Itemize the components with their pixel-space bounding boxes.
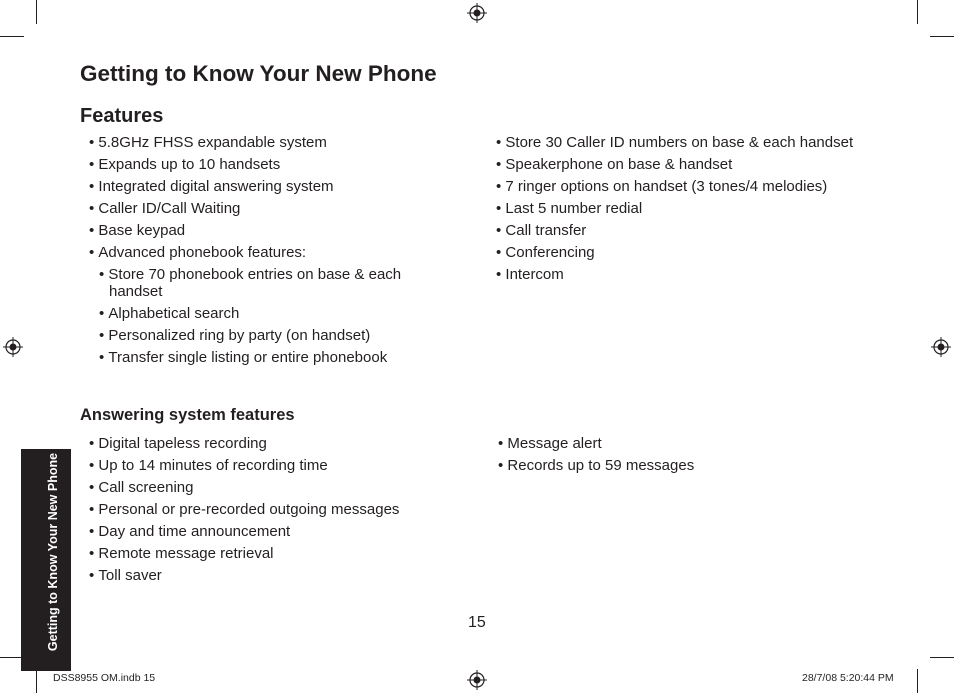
side-tab-label: Getting to Know Your New Phone <box>46 452 60 652</box>
answering-heading: Answering system features <box>80 406 295 424</box>
list-item: • Alphabetical search <box>99 305 419 322</box>
phonebook-sub-list <box>89 266 419 371</box>
list-item: • Transfer single listing or entire phonebook <box>99 349 419 366</box>
features-left-list <box>89 132 334 264</box>
crop-mark <box>917 669 918 693</box>
list-item: • Message alert <box>498 433 694 455</box>
list-item: • Remote message retrieval <box>89 543 399 565</box>
answering-left-list <box>89 433 399 587</box>
registration-mark-icon <box>3 337 23 357</box>
list-item: • Conferencing <box>496 242 853 264</box>
list-item: • Last 5 number redial <box>496 198 853 220</box>
list-item: • Store 70 phonebook entries on base & each handset <box>99 266 419 300</box>
crop-mark <box>0 36 24 37</box>
list-item: • Toll saver <box>89 565 399 587</box>
answering-right-list <box>498 433 694 477</box>
list-item: • Speakerphone on base & handset <box>496 154 853 176</box>
list-item: • 5.8GHz FHSS expandable system <box>89 132 334 154</box>
list-item: • Personal or pre-recorded outgoing messages <box>89 499 399 521</box>
list-item: • Up to 14 minutes of recording time <box>89 455 399 477</box>
registration-mark-icon <box>467 670 487 690</box>
crop-mark <box>36 669 37 693</box>
features-heading: Features <box>80 105 164 127</box>
list-item: • Base keypad <box>89 220 334 242</box>
list-item: • Expands up to 10 handsets <box>89 154 334 176</box>
list-item: • Records up to 59 messages <box>498 455 694 477</box>
crop-mark <box>917 0 918 24</box>
list-item: • Call screening <box>89 477 399 499</box>
features-right-list <box>496 132 853 286</box>
crop-mark <box>930 657 954 658</box>
footer-file-info: DSS8955 OM.indb 15 <box>53 672 156 684</box>
list-item: • Caller ID/Call Waiting <box>89 198 334 220</box>
list-item: • Digital tapeless recording <box>89 433 399 455</box>
registration-mark-icon <box>467 3 487 23</box>
footer-timestamp: 28/7/08 5:20:44 PM <box>802 672 894 684</box>
registration-mark-icon <box>931 337 951 357</box>
list-item: • Store 30 Caller ID numbers on base & each handset <box>496 132 853 154</box>
list-item: • Integrated digital answering system <box>89 176 334 198</box>
list-item: • Personalized ring by party (on handset) <box>99 327 419 344</box>
list-item: • Advanced phonebook features: <box>89 242 334 264</box>
list-item: • Call transfer <box>496 220 853 242</box>
list-item: • Day and time announcement <box>89 521 399 543</box>
list-item: • Intercom <box>496 264 853 286</box>
crop-mark <box>36 0 37 24</box>
page-number: 15 <box>468 614 486 631</box>
crop-mark <box>930 36 954 37</box>
page-title: Getting to Know Your New Phone <box>80 61 437 86</box>
list-item: • 7 ringer options on handset (3 tones/4 melodies) <box>496 176 853 198</box>
